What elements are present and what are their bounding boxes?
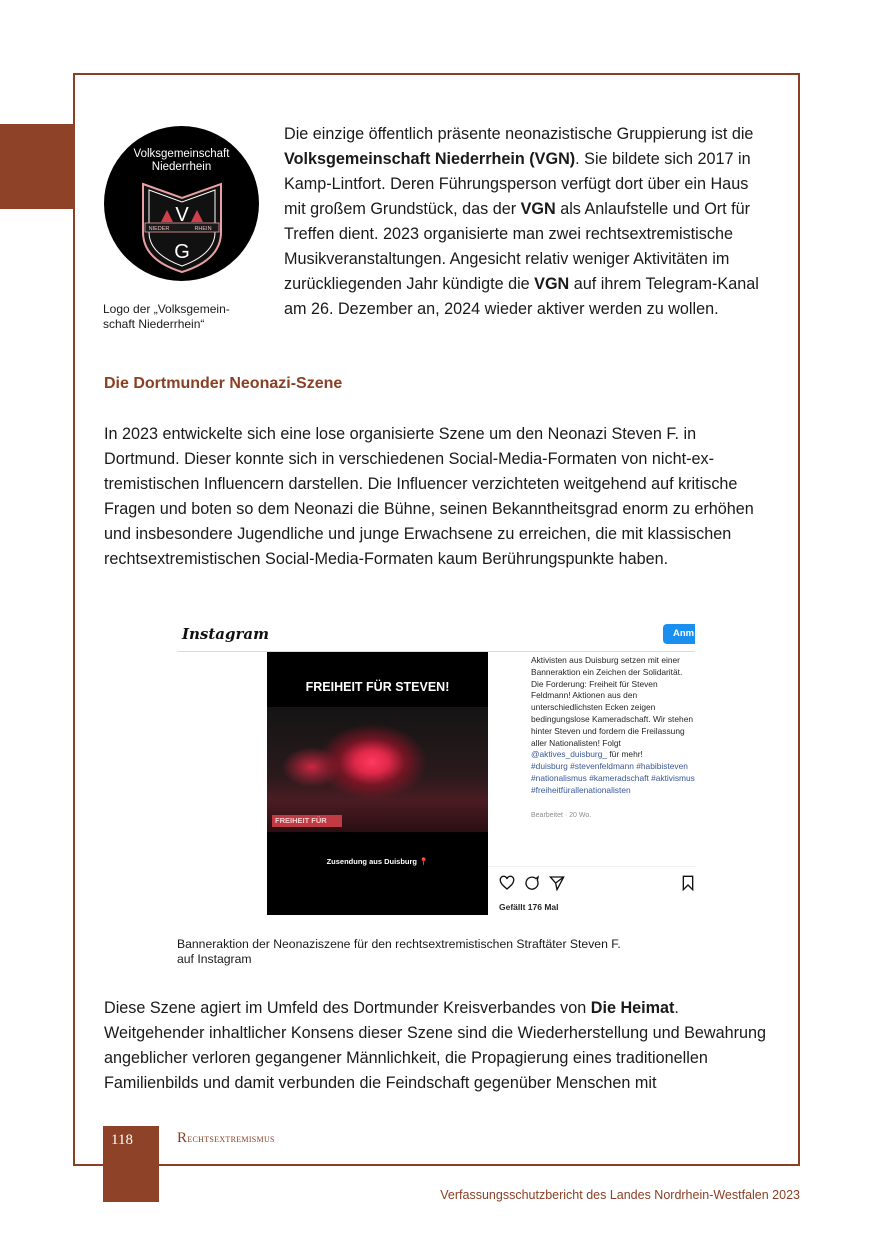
footer-report-title: Verfassungsschutzbericht des Landes Nordrhein-Westfalen 2023 <box>440 1188 800 1202</box>
logo-caption <box>103 302 273 332</box>
intro-bold-vgn-full: Volksgemeinschaft Niederrhein (VGN) <box>284 150 576 168</box>
vgn-logo <box>104 126 259 281</box>
image-caption-line1: Banneraktion der Neonaziszene für den rechtsextremistischen Straftäter Steven F. <box>177 937 621 951</box>
logo-name <box>104 148 259 174</box>
share-icon <box>549 875 565 891</box>
logo-letter-v: V <box>175 204 189 226</box>
instagram-signup-button: Anm <box>663 624 695 644</box>
post-hashtags: #duisburg #stevenfeldmann #habibisteven #nationalismus #kameradschaft #aktivismus #freiheitfürallenationalisten <box>531 761 695 795</box>
intro-bold-vgn-1: VGN <box>520 200 556 218</box>
instagram-action-bar <box>499 875 695 891</box>
logo-word-right: RHEIN <box>194 226 212 232</box>
section-heading: Die Dortmunder Neonazi-Szene <box>104 375 343 392</box>
side-tab-marker <box>0 124 75 209</box>
logo-emblem-icon <box>137 178 227 274</box>
heimat-text-1: Diese Szene agiert im Umfeld des Dortmunder Kreisverbandes von <box>104 999 591 1017</box>
page-number-box <box>103 1126 159 1202</box>
logo-name-line1: Volksgemeinschaft <box>133 148 230 160</box>
intro-text-4: auf ihrem Telegram-Kanal am 26. Dezember an, 2024 wieder aktiver werden zu wollen. <box>284 275 759 318</box>
section-label-rest: echtsextremismus <box>187 1131 275 1145</box>
page-number: 118 <box>111 1132 133 1148</box>
intro-text-2: . Sie bildete sich 2017 in Kamp-Lintfort. Deren Führungsperson verfügt dort über ein Haus mit großem Grundstück, das der <box>284 150 751 218</box>
intro-bold-vgn-2: VGN <box>534 275 570 293</box>
post-edited-time: Bearbeitet · 20 Wo. <box>531 812 592 819</box>
post-image-banner: FREIHEIT FÜR <box>272 815 342 827</box>
instagram-divider <box>488 866 695 867</box>
heart-icon <box>499 875 515 891</box>
instagram-post-image <box>267 652 488 915</box>
heimat-text-2: . Weitgehender inhaltlicher Konsens dieser Szene sind die Wiederherstellung und Bewahrung angeblicher verloren gegangener Männlichkeit, die Propagierung eines traditionellen Familienbilds und damit verbunden die Feindschaft gegenüber Menschen mit <box>104 999 766 1092</box>
image-caption <box>177 937 697 967</box>
intro-text-1: Die einzige öffentlich präsente neonazistische Gruppierung ist die <box>284 125 754 143</box>
heimat-paragraph <box>104 996 776 1096</box>
instagram-header <box>177 619 695 652</box>
section-label-first: R <box>177 1130 188 1146</box>
post-caption-end: für mehr! <box>607 749 643 760</box>
logo-name-line2: Niederrhein <box>151 161 212 173</box>
post-image-subtitle: Zusendung aus Duisburg 📍 <box>326 857 429 866</box>
post-image-title: FREIHEIT FÜR STEVEN! <box>305 680 450 694</box>
instagram-logo: Instagram <box>182 625 269 643</box>
image-caption-line2: auf Instagram <box>177 952 252 966</box>
logo-word-left: NIEDER <box>148 226 170 232</box>
post-likes: Gefällt 176 Mal <box>499 902 559 912</box>
logo-circle <box>104 126 259 281</box>
logo-caption-line2: schaft Niederrhein“ <box>103 317 205 331</box>
post-image-photo <box>267 707 488 832</box>
instagram-post-text <box>531 655 695 797</box>
intro-paragraph <box>284 122 770 322</box>
section-label <box>177 1130 275 1147</box>
heimat-bold: Die Heimat <box>590 999 675 1017</box>
logo-letter-g: G <box>174 241 190 263</box>
logo-caption-line1: Logo der „Volksgemein- <box>103 302 230 316</box>
post-mention: @aktives_duisburg_ <box>531 749 608 760</box>
post-caption: Aktivisten aus Duisburg setzen mit einer Banneraktion ein Zeichen der Solidarität. Die Forderung: Freiheit für Steven Feldmann! Aktionen aus den unterschiedlichsten Ecken zeigen bedingungslose Kameradschaft. Wir stehen hinter Steven und fordern die Freilassung aller Nationalisten! Folgt <box>531 655 694 748</box>
dortmund-paragraph: In 2023 entwickelte sich eine lose organisierte Szene um den Neonazi Steven F. in Dortmund. Dieser konnte sich in verschiedenen Social-Media-Formaten von nicht-extremistischen Influencern darstellen. Die Influencer verzichteten weitgehend auf kritische Fragen und boten so dem Neonazi die Bühne, seinen Bekanntheitsgrad enorm zu erhöhen und insbesondere Jugendliche und junge Erwachsene zu erreichen, die mit klassischen rechtsextremistischen Social-Media-Formaten kaum Berührungspunkte haben. <box>104 425 754 568</box>
intro-text-3: als Anlaufstelle und Ort für Treffen dient. 2023 organisierte man zwei rechtsextremistische Musikveranstaltungen. Angesicht relativ weniger Aktivitäten im zurückliegenden Jahr kündigte die <box>284 200 751 293</box>
instagram-screenshot <box>177 619 695 915</box>
bookmark-icon <box>681 875 695 891</box>
comment-icon <box>524 875 540 891</box>
